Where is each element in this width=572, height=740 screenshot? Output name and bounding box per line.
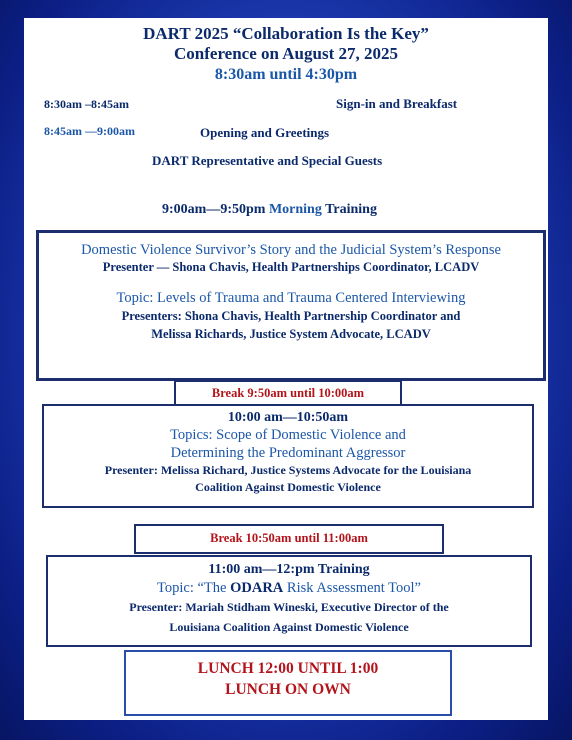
training-word: Training	[325, 202, 377, 217]
morning-time: 9:00am—9:50pm	[162, 202, 266, 217]
session-block-1	[36, 230, 546, 381]
session1-title: Domestic Violence Survivor’s Story and the Judicial System’s Response	[81, 242, 501, 258]
session3-topic-prefix: Topic: “The	[157, 580, 231, 596]
session-block-3	[46, 555, 532, 647]
flyer-page	[24, 18, 548, 720]
dart-representatives: DART Representative and Special Guests	[152, 153, 383, 168]
session2-presenter-line2: Coalition Against Domestic Violence	[195, 480, 381, 494]
title-line-1: DART 2025 “Collaboration Is the Key”	[143, 24, 429, 43]
session3-topic	[48, 579, 530, 597]
session3-presenter-line1: Presenter: Mariah Stidham Wineski, Executive Director of the	[129, 600, 449, 614]
session1-presenter: Presenter — Shona Chavis, Health Partnerships Coordinator, LCADV	[102, 260, 480, 274]
break-1: Break 9:50am until 10:00am	[174, 380, 402, 406]
session3-topic-odara: ODARA	[230, 580, 284, 596]
session2-topic-line2: Determining the Predominant Aggressor	[170, 445, 406, 461]
title-line-2: Conference on August 27, 2025	[174, 44, 398, 63]
session-block-2	[42, 404, 534, 508]
opening-time: 8:45am —9:00am	[44, 124, 135, 138]
session2-time: 10:00 am—10:50am	[227, 410, 349, 425]
lunch-line-1: LUNCH 12:00 UNTIL 1:00	[197, 660, 379, 677]
session1-topic: Topic: Levels of Trauma and Trauma Centered Interviewing	[116, 290, 466, 306]
session2-presenter-line1: Presenter: Melissa Richard, Justice Systems Advocate for the Louisiana	[104, 463, 472, 477]
flyer-header	[24, 24, 548, 85]
lunch-line-2: LUNCH ON OWN	[225, 681, 351, 698]
session3-topic-suffix: Risk Assessment Tool”	[283, 580, 421, 596]
lunch-box	[124, 650, 452, 716]
morning-word: Morning	[268, 202, 322, 217]
session3-presenter-line2: Louisiana Coalition Against Domestic Violence	[169, 620, 409, 634]
session1-presenters-line1: Presenters: Shona Chavis, Health Partnership Coordinator and	[121, 309, 461, 323]
conference-time: 8:30am until 4:30pm	[214, 66, 358, 83]
signin-label: Sign-in and Breakfast	[336, 96, 458, 111]
session1-presenters-line2: Melissa Richards, Justice System Advocate, LCADV	[151, 327, 431, 341]
morning-training-heading	[162, 202, 377, 218]
session2-topic-line1: Topics: Scope of Domestic Violence and	[170, 427, 406, 443]
session3-time: 11:00 am—12:pm Training	[208, 562, 370, 577]
break-2: Break 10:50am until 11:00am	[134, 524, 444, 554]
signin-time: 8:30am –8:45am	[44, 97, 129, 111]
opening-label: Opening and Greetings	[200, 125, 330, 140]
